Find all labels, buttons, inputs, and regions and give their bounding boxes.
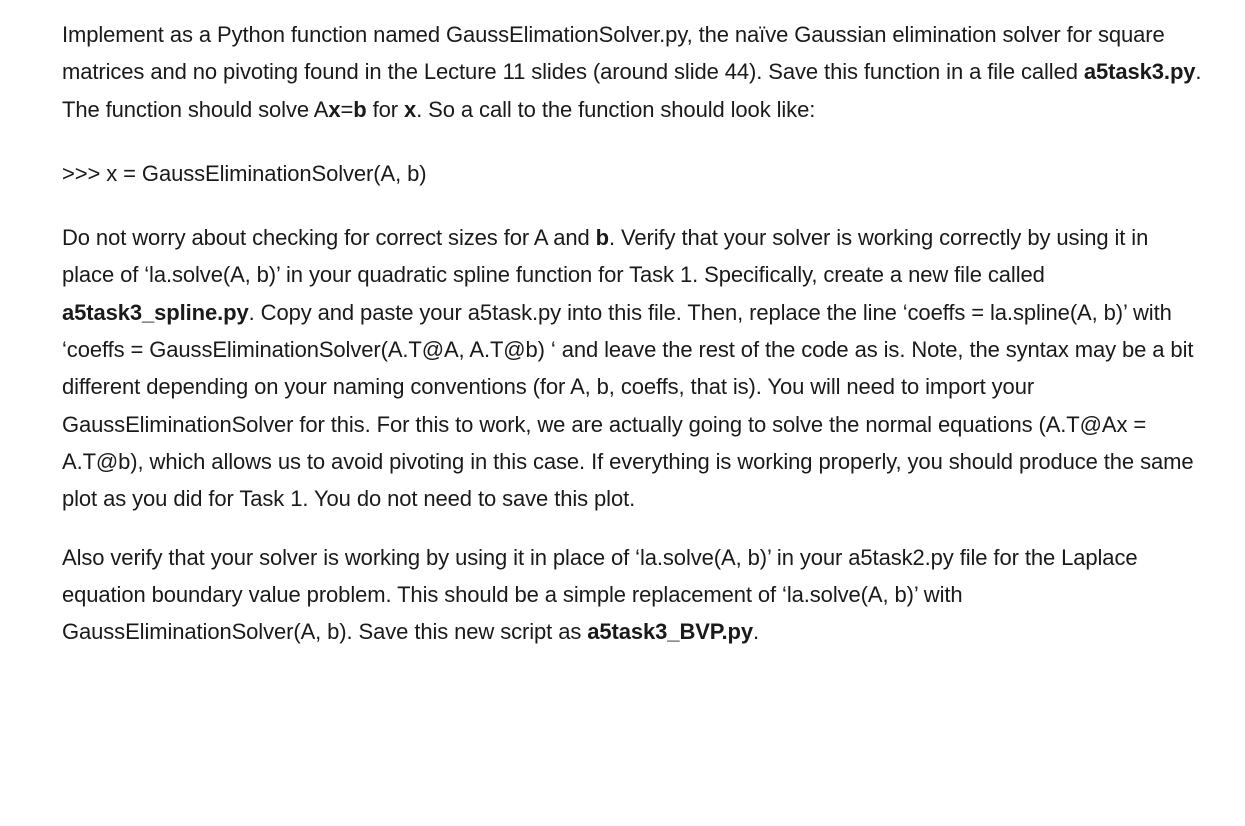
code-example: >>> x = GaussEliminationSolver(A, b) <box>62 160 427 186</box>
text-run: . So a call to the function should look like: <box>416 96 816 122</box>
bold-filename: a5task3_BVP.py <box>587 619 754 645</box>
text-run: . The function should solve A <box>62 59 1202 122</box>
bold-vector-b: b <box>595 225 610 251</box>
paragraph-verify-spline <box>62 219 1202 517</box>
bold-filename: a5task3.py <box>1083 59 1196 85</box>
text-run: . Copy and paste your a5task.py into this file. Then, replace the line ‘coeffs = la.spline(A, b)’ with ‘coeffs = GaussEliminationSolver(A.T@A, A.T@b) ‘ and leave the rest of the code as is. Note, the syntax may be a bit different depending on your naming conventions (for A, b, coeffs, that is). You will need to import your GaussEliminationSolver for this. For this to work, we are actually going to solve the normal equations (A.T@Ax = A.T@b), which allows us to avoid pivoting in this case. If everything is working properly, you should produce the same plot as you did for Task 1. You do not need to save this plot. <box>62 299 1194 512</box>
bold-filename: a5task3_spline.py <box>62 299 249 325</box>
bold-vector-x: x <box>328 96 341 122</box>
document-body <box>62 16 1202 650</box>
paragraph-verify-bvp <box>62 539 1202 651</box>
text-run: Do not worry about checking for correct sizes for A and <box>62 225 596 251</box>
text-run: = <box>340 96 354 122</box>
bold-vector-b: b <box>353 96 367 122</box>
text-run: . Verify that your solver is working correctly by using it in place of ‘la.solve(A, b)’ in your quadratic spline function for Task 1. Specifically, create a new file called <box>62 225 1149 288</box>
bold-vector-x: x <box>404 96 417 122</box>
text-run: for <box>366 96 405 122</box>
text-run: . <box>753 619 760 645</box>
paragraph-implement-solver <box>62 16 1202 128</box>
text-run: Also verify that your solver is working by using it in place of ‘la.solve(A, b)’ in your a5task2.py file for the Laplace equation boundary value problem. This should be a simple replacement of ‘la.solve(A, b)’ with GaussEliminationSolver(A, b). Save this new script as <box>62 544 1138 645</box>
text-run: Implement as a Python function named GaussElimationSolver.py, the naïve Gaussian elimination solver for square matrices and no pivoting found in the Lecture 11 slides (around slide 44). Save this function in a file called <box>62 22 1165 85</box>
